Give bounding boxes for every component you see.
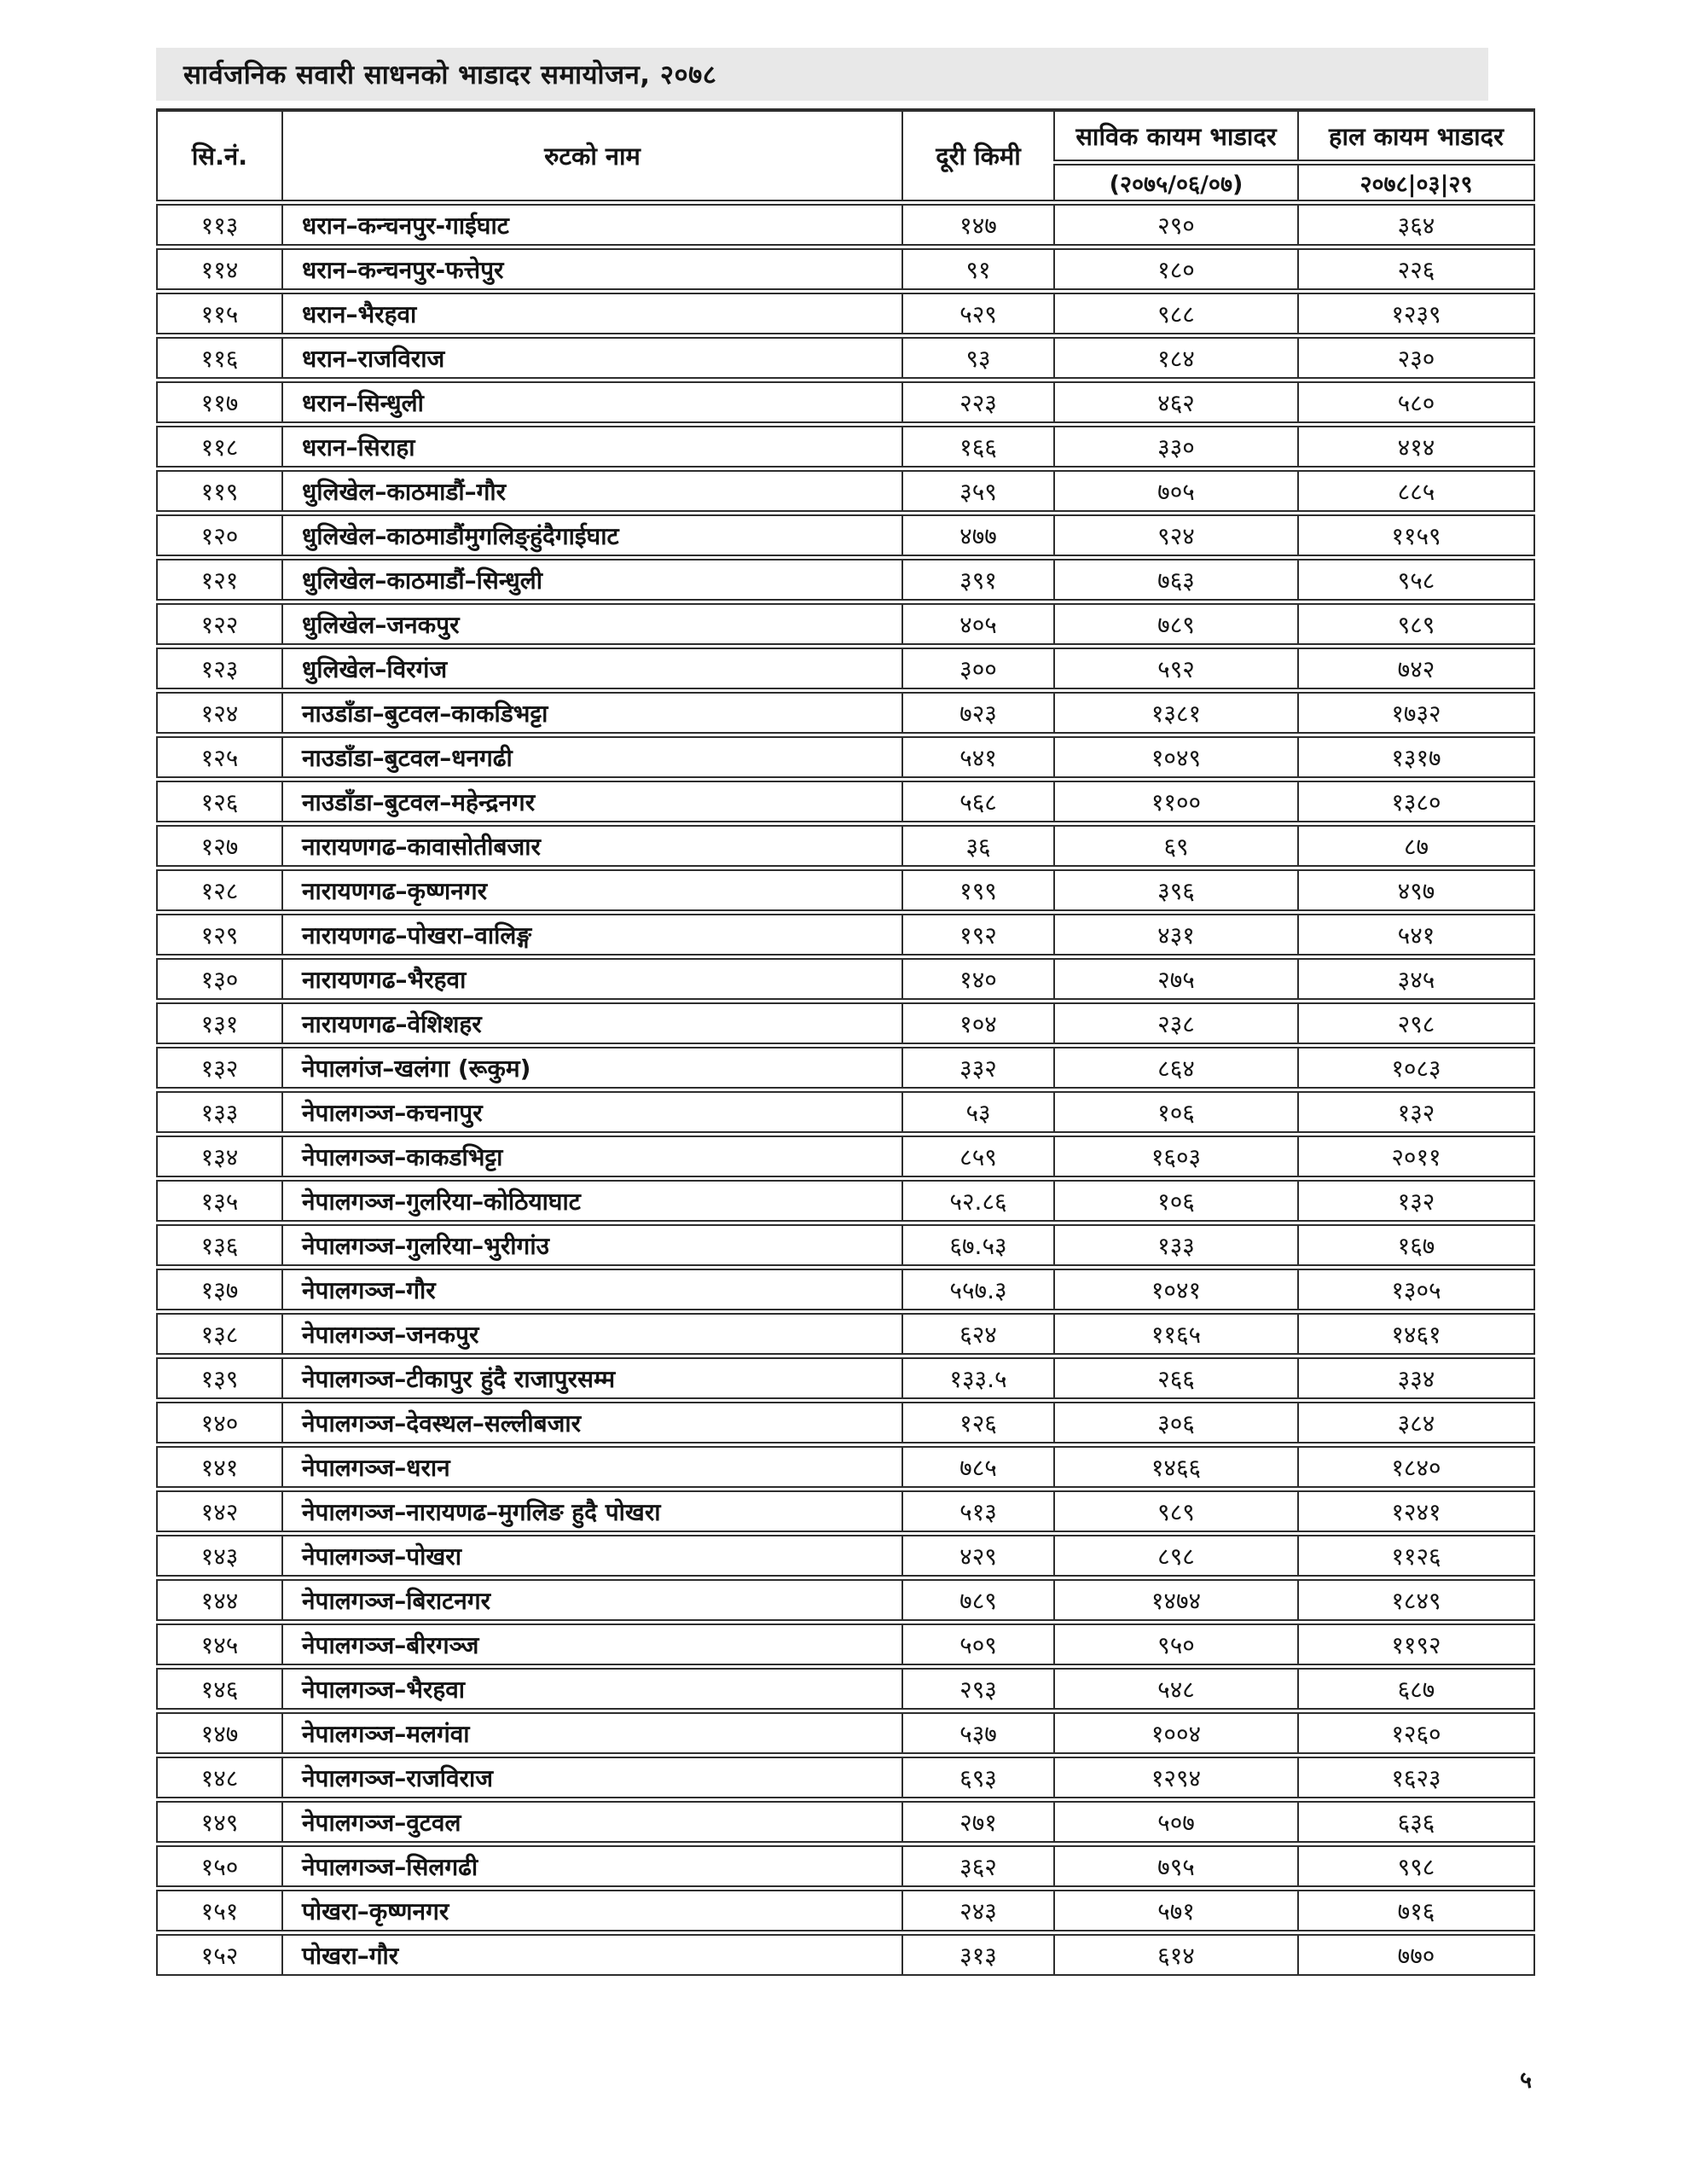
route-name-cell: नेपालगञ्ज–बीरगञ्ज xyxy=(281,1623,901,1665)
route-name-cell: नेपालगञ्ज–गुलरिया–भुरीगांउ xyxy=(281,1224,901,1266)
distance-cell: २७१ xyxy=(901,1801,1053,1843)
route-name-cell: नेपालगञ्ज–गुलरिया–कोठियाघाट xyxy=(281,1180,901,1222)
serial-number-cell: ११६ xyxy=(156,337,281,379)
serial-number-cell: १४८ xyxy=(156,1757,281,1798)
current-fare-cell: १८४० xyxy=(1297,1446,1535,1488)
serial-number-cell: १३३ xyxy=(156,1091,281,1133)
current-fare-cell: ५४१ xyxy=(1297,914,1535,956)
current-fare-cell: ३६४ xyxy=(1297,204,1535,246)
table-row xyxy=(156,736,1535,778)
table-row xyxy=(156,781,1535,822)
route-name-cell: नाउडाँडा–बुटवल–धनगढी xyxy=(281,736,901,778)
route-name-cell: नेपालगञ्ज–धरान xyxy=(281,1446,901,1488)
serial-number-cell: १३५ xyxy=(156,1180,281,1222)
page-title: सार्वजनिक सवारी साधनको भाडादर समायोजन, २०७८ xyxy=(156,48,1488,101)
table-row xyxy=(156,470,1535,512)
route-name-cell: नेपालगञ्ज–पोखरा xyxy=(281,1535,901,1577)
current-fare-cell: १७३२ xyxy=(1297,692,1535,734)
distance-cell: ३३२ xyxy=(901,1047,1053,1089)
previous-fare-cell: ७६३ xyxy=(1053,559,1297,601)
previous-fare-cell: ३३० xyxy=(1053,426,1297,468)
previous-fare-cell: १३८१ xyxy=(1053,692,1297,734)
header-distance-km: दूरी किमी xyxy=(901,108,1053,201)
previous-fare-cell: ११०० xyxy=(1053,781,1297,822)
distance-cell: १३३.५ xyxy=(901,1357,1053,1399)
distance-cell: ७८५ xyxy=(901,1446,1053,1488)
route-name-cell: नेपालगञ्ज–देवस्थल–सल्लीबजार xyxy=(281,1402,901,1443)
table-row xyxy=(156,1801,1535,1843)
serial-number-cell: १३७ xyxy=(156,1269,281,1310)
current-fare-cell: ३८४ xyxy=(1297,1402,1535,1443)
serial-number-cell: १४२ xyxy=(156,1490,281,1532)
route-name-cell: नेपालगंज–खलंगा (रूकुम) xyxy=(281,1047,901,1089)
previous-fare-cell: ३०६ xyxy=(1053,1402,1297,1443)
distance-cell: ५२९ xyxy=(901,293,1053,334)
header-current-fare-date: २०७८|०३|२९ xyxy=(1297,164,1535,201)
table-row xyxy=(156,1490,1535,1532)
current-fare-cell: ३३४ xyxy=(1297,1357,1535,1399)
table-row xyxy=(156,914,1535,956)
serial-number-cell: १३० xyxy=(156,958,281,1000)
distance-cell: १९९ xyxy=(901,869,1053,911)
table-row xyxy=(156,1845,1535,1887)
table-row xyxy=(156,603,1535,645)
serial-number-cell: १४० xyxy=(156,1402,281,1443)
route-name-cell: नारायणगढ–कावासोतीबजार xyxy=(281,825,901,867)
serial-number-cell: ११७ xyxy=(156,381,281,423)
distance-cell: ५०९ xyxy=(901,1623,1053,1665)
distance-cell: ३९१ xyxy=(901,559,1053,601)
distance-cell: ६९३ xyxy=(901,1757,1053,1798)
route-name-cell: नेपालगञ्ज–राजविराज xyxy=(281,1757,901,1798)
serial-number-cell: १२३ xyxy=(156,648,281,689)
table-row xyxy=(156,381,1535,423)
serial-number-cell: ११५ xyxy=(156,293,281,334)
fare-table-header xyxy=(156,108,1535,201)
current-fare-cell: १२४१ xyxy=(1297,1490,1535,1532)
distance-cell: १४७ xyxy=(901,204,1053,246)
serial-number-cell: ११८ xyxy=(156,426,281,468)
current-fare-cell: १४६१ xyxy=(1297,1313,1535,1355)
table-row xyxy=(156,1402,1535,1443)
header-previous-fare-date: (२०७५/०६/०७) xyxy=(1053,164,1297,201)
current-fare-cell: ८७ xyxy=(1297,825,1535,867)
table-row xyxy=(156,1357,1535,1399)
table-row xyxy=(156,1180,1535,1222)
route-name-cell: नेपालगञ्ज–मलगंवा xyxy=(281,1712,901,1754)
distance-cell: १०४ xyxy=(901,1002,1053,1044)
route-name-cell: धुलिखेल–विरगंज xyxy=(281,648,901,689)
table-row xyxy=(156,692,1535,734)
current-fare-cell: ११९२ xyxy=(1297,1623,1535,1665)
table-row xyxy=(156,1136,1535,1177)
table-row xyxy=(156,1712,1535,1754)
distance-cell: ४२९ xyxy=(901,1535,1053,1577)
previous-fare-cell: ५०७ xyxy=(1053,1801,1297,1843)
serial-number-cell: १४९ xyxy=(156,1801,281,1843)
header-previous-fare: साविक कायम भाडादर xyxy=(1053,108,1297,161)
previous-fare-cell: ८९८ xyxy=(1053,1535,1297,1577)
route-name-cell: नारायणगढ–भैरहवा xyxy=(281,958,901,1000)
current-fare-cell: १३२ xyxy=(1297,1180,1535,1222)
distance-cell: ६२४ xyxy=(901,1313,1053,1355)
route-name-cell: धुलिखेल–काठमाडौं–सिन्धुली xyxy=(281,559,901,601)
route-name-cell: नारायणगढ–पोखरा–वालिङ्ग xyxy=(281,914,901,956)
previous-fare-cell: ९५० xyxy=(1053,1623,1297,1665)
distance-cell: २२३ xyxy=(901,381,1053,423)
distance-cell: ५३७ xyxy=(901,1712,1053,1754)
distance-cell: ५५७.३ xyxy=(901,1269,1053,1310)
previous-fare-cell: २६६ xyxy=(1053,1357,1297,1399)
serial-number-cell: १५१ xyxy=(156,1890,281,1931)
serial-number-cell: १२५ xyxy=(156,736,281,778)
route-name-cell: धरान–सिन्धुली xyxy=(281,381,901,423)
previous-fare-cell: ८६४ xyxy=(1053,1047,1297,1089)
previous-fare-cell: ९८९ xyxy=(1053,1490,1297,1532)
table-row xyxy=(156,1091,1535,1133)
serial-number-cell: १२९ xyxy=(156,914,281,956)
table-row xyxy=(156,1668,1535,1710)
distance-cell: १६६ xyxy=(901,426,1053,468)
previous-fare-cell: १६०३ xyxy=(1053,1136,1297,1177)
previous-fare-cell: ९२४ xyxy=(1053,514,1297,556)
distance-cell: २९३ xyxy=(901,1668,1053,1710)
distance-cell: ९३ xyxy=(901,337,1053,379)
table-row xyxy=(156,1269,1535,1310)
current-fare-cell: ४९७ xyxy=(1297,869,1535,911)
current-fare-cell: १०८३ xyxy=(1297,1047,1535,1089)
previous-fare-cell: २९० xyxy=(1053,204,1297,246)
current-fare-cell: १२३९ xyxy=(1297,293,1535,334)
distance-cell: ३५९ xyxy=(901,470,1053,512)
previous-fare-cell: ५९२ xyxy=(1053,648,1297,689)
distance-cell: ७८९ xyxy=(901,1579,1053,1621)
page-number: ५ xyxy=(1520,2067,1533,2094)
distance-cell: ४०५ xyxy=(901,603,1053,645)
table-row xyxy=(156,648,1535,689)
serial-number-cell: १३८ xyxy=(156,1313,281,1355)
distance-cell: ५३ xyxy=(901,1091,1053,1133)
previous-fare-cell: १०६ xyxy=(1053,1091,1297,1133)
distance-cell: ३६ xyxy=(901,825,1053,867)
serial-number-cell: १५० xyxy=(156,1845,281,1887)
current-fare-cell: ११५९ xyxy=(1297,514,1535,556)
previous-fare-cell: १४६६ xyxy=(1053,1446,1297,1488)
current-fare-cell: २०११ xyxy=(1297,1136,1535,1177)
table-row xyxy=(156,204,1535,246)
serial-number-cell: १४७ xyxy=(156,1712,281,1754)
table-row xyxy=(156,248,1535,290)
route-name-cell: नेपालगञ्ज–नारायणढ–मुगलिङ हुदै पोखरा xyxy=(281,1490,901,1532)
previous-fare-cell: १०४९ xyxy=(1053,736,1297,778)
table-row xyxy=(156,426,1535,468)
route-name-cell: धुलिखेल–काठमाडौं–गौर xyxy=(281,470,901,512)
serial-number-cell: १४६ xyxy=(156,1668,281,1710)
route-name-cell: नेपालगञ्ज–वुटवल xyxy=(281,1801,901,1843)
distance-cell: २४३ xyxy=(901,1890,1053,1931)
serial-number-cell: ११९ xyxy=(156,470,281,512)
serial-number-cell: १२६ xyxy=(156,781,281,822)
previous-fare-cell: १२९४ xyxy=(1053,1757,1297,1798)
route-name-cell: धरान–सिराहा xyxy=(281,426,901,468)
route-name-cell: नारायणगढ–कृष्णनगर xyxy=(281,869,901,911)
previous-fare-cell: १४७४ xyxy=(1053,1579,1297,1621)
previous-fare-cell: ६९ xyxy=(1053,825,1297,867)
current-fare-cell: ११२६ xyxy=(1297,1535,1535,1577)
current-fare-cell: ५८० xyxy=(1297,381,1535,423)
distance-cell: ३६२ xyxy=(901,1845,1053,1887)
previous-fare-cell: ७९५ xyxy=(1053,1845,1297,1887)
distance-cell: ५४१ xyxy=(901,736,1053,778)
table-row xyxy=(156,559,1535,601)
previous-fare-cell: ७०५ xyxy=(1053,470,1297,512)
table-row xyxy=(156,825,1535,867)
table-row xyxy=(156,1313,1535,1355)
route-name-cell: नेपालगञ्ज–जनकपुर xyxy=(281,1313,901,1355)
route-name-cell: धरान–कन्चनपुर-फत्तेपुर xyxy=(281,248,901,290)
serial-number-cell: ११३ xyxy=(156,204,281,246)
serial-number-cell: १३४ xyxy=(156,1136,281,1177)
serial-number-cell: १२८ xyxy=(156,869,281,911)
serial-number-cell: १४५ xyxy=(156,1623,281,1665)
route-name-cell: नाउडाँडा–बुटवल–महेन्द्रनगर xyxy=(281,781,901,822)
distance-cell: ४७७ xyxy=(901,514,1053,556)
current-fare-cell: ९९८ xyxy=(1297,1845,1535,1887)
route-name-cell: धरान–भैरहवा xyxy=(281,293,901,334)
route-name-cell: धुलिखेल–जनकपुर xyxy=(281,603,901,645)
serial-number-cell: १३२ xyxy=(156,1047,281,1089)
current-fare-cell: २३० xyxy=(1297,337,1535,379)
route-name-cell: नेपालगञ्ज–कचनापुर xyxy=(281,1091,901,1133)
serial-number-cell: १२० xyxy=(156,514,281,556)
distance-cell: १९२ xyxy=(901,914,1053,956)
current-fare-cell: ९८९ xyxy=(1297,603,1535,645)
previous-fare-cell: २७५ xyxy=(1053,958,1297,1000)
previous-fare-cell: ४६२ xyxy=(1053,381,1297,423)
distance-cell: ८५९ xyxy=(901,1136,1053,1177)
table-row xyxy=(156,1224,1535,1266)
serial-number-cell: १४३ xyxy=(156,1535,281,1577)
route-name-cell: पोखरा–कृष्णनगर xyxy=(281,1890,901,1931)
current-fare-cell: ४१४ xyxy=(1297,426,1535,468)
serial-number-cell: १२१ xyxy=(156,559,281,601)
route-name-cell: धुलिखेल–काठमाडौंमुगलिङ्हुंदैगाईघाट xyxy=(281,514,901,556)
current-fare-cell: ३४५ xyxy=(1297,958,1535,1000)
previous-fare-cell: ३९६ xyxy=(1053,869,1297,911)
route-name-cell: धरान–राजविराज xyxy=(281,337,901,379)
serial-number-cell: ११४ xyxy=(156,248,281,290)
current-fare-cell: १८४९ xyxy=(1297,1579,1535,1621)
route-name-cell: धरान–कन्चनपुर-गाईघाट xyxy=(281,204,901,246)
distance-cell: ७२३ xyxy=(901,692,1053,734)
distance-cell: ६७.५३ xyxy=(901,1224,1053,1266)
current-fare-cell: ७१६ xyxy=(1297,1890,1535,1931)
previous-fare-cell: ५७१ xyxy=(1053,1890,1297,1931)
current-fare-cell: १३१७ xyxy=(1297,736,1535,778)
previous-fare-cell: ७८९ xyxy=(1053,603,1297,645)
table-row xyxy=(156,1757,1535,1798)
route-name-cell: नेपालगञ्ज–गौर xyxy=(281,1269,901,1310)
table-row xyxy=(156,514,1535,556)
previous-fare-cell: १८० xyxy=(1053,248,1297,290)
table-row xyxy=(156,1446,1535,1488)
table-row xyxy=(156,958,1535,1000)
route-name-cell: नारायणगढ–वेशिशहर xyxy=(281,1002,901,1044)
distance-cell: ५६८ xyxy=(901,781,1053,822)
table-row xyxy=(156,1623,1535,1665)
previous-fare-cell: १००४ xyxy=(1053,1712,1297,1754)
distance-cell: ५१३ xyxy=(901,1490,1053,1532)
serial-number-cell: १२४ xyxy=(156,692,281,734)
previous-fare-cell: २३८ xyxy=(1053,1002,1297,1044)
header-current-fare: हाल कायम भाडादर xyxy=(1297,108,1535,161)
serial-number-cell: १२७ xyxy=(156,825,281,867)
route-name-cell: नेपालगञ्ज–काकडभिट्टा xyxy=(281,1136,901,1177)
current-fare-cell: ६८७ xyxy=(1297,1668,1535,1710)
table-row xyxy=(156,293,1535,334)
current-fare-cell: १२६० xyxy=(1297,1712,1535,1754)
current-fare-cell: ६३६ xyxy=(1297,1801,1535,1843)
route-name-cell: नेपालगञ्ज–भैरहवा xyxy=(281,1668,901,1710)
current-fare-cell: ७७० xyxy=(1297,1934,1535,1976)
previous-fare-cell: ६१४ xyxy=(1053,1934,1297,1976)
table-row xyxy=(156,1535,1535,1577)
current-fare-cell: १३८० xyxy=(1297,781,1535,822)
distance-cell: ५२.८६ xyxy=(901,1180,1053,1222)
previous-fare-cell: ४३१ xyxy=(1053,914,1297,956)
previous-fare-cell: १०६ xyxy=(1053,1180,1297,1222)
table-row xyxy=(156,1934,1535,1976)
previous-fare-cell: ११६५ xyxy=(1053,1313,1297,1355)
route-name-cell: नेपालगञ्ज–सिलगढी xyxy=(281,1845,901,1887)
table-row xyxy=(156,1579,1535,1621)
fare-table xyxy=(156,106,1535,1978)
current-fare-cell: १३२ xyxy=(1297,1091,1535,1133)
serial-number-cell: १५२ xyxy=(156,1934,281,1976)
serial-number-cell: १२२ xyxy=(156,603,281,645)
route-name-cell: पोखरा–गौर xyxy=(281,1934,901,1976)
current-fare-cell: १६२३ xyxy=(1297,1757,1535,1798)
previous-fare-cell: १०४१ xyxy=(1053,1269,1297,1310)
route-name-cell: नेपालगञ्ज–टीकापुर हुंदै राजापुरसम्म xyxy=(281,1357,901,1399)
distance-cell: १४० xyxy=(901,958,1053,1000)
current-fare-cell: १६७ xyxy=(1297,1224,1535,1266)
header-serial-number: सि.नं. xyxy=(156,108,281,201)
route-name-cell: नाउडाँडा–बुटवल–काकडिभट्टा xyxy=(281,692,901,734)
fare-table-body xyxy=(156,204,1535,1976)
current-fare-cell: ८८५ xyxy=(1297,470,1535,512)
distance-cell: ३१३ xyxy=(901,1934,1053,1976)
previous-fare-cell: ९८८ xyxy=(1053,293,1297,334)
serial-number-cell: १३६ xyxy=(156,1224,281,1266)
distance-cell: ९१ xyxy=(901,248,1053,290)
serial-number-cell: १४१ xyxy=(156,1446,281,1488)
current-fare-cell: १३०५ xyxy=(1297,1269,1535,1310)
table-row xyxy=(156,1047,1535,1089)
table-row xyxy=(156,337,1535,379)
current-fare-cell: २९८ xyxy=(1297,1002,1535,1044)
distance-cell: १२६ xyxy=(901,1402,1053,1443)
serial-number-cell: १४४ xyxy=(156,1579,281,1621)
serial-number-cell: १३१ xyxy=(156,1002,281,1044)
current-fare-cell: २२६ xyxy=(1297,248,1535,290)
table-row xyxy=(156,1890,1535,1931)
distance-cell: ३०० xyxy=(901,648,1053,689)
table-row xyxy=(156,1002,1535,1044)
current-fare-cell: ९५८ xyxy=(1297,559,1535,601)
previous-fare-cell: १३३ xyxy=(1053,1224,1297,1266)
header-route-name: रुटको नाम xyxy=(281,108,901,201)
previous-fare-cell: ५४८ xyxy=(1053,1668,1297,1710)
route-name-cell: नेपालगञ्ज–बिराटनगर xyxy=(281,1579,901,1621)
serial-number-cell: १३९ xyxy=(156,1357,281,1399)
table-row xyxy=(156,869,1535,911)
current-fare-cell: ७४२ xyxy=(1297,648,1535,689)
previous-fare-cell: १८४ xyxy=(1053,337,1297,379)
